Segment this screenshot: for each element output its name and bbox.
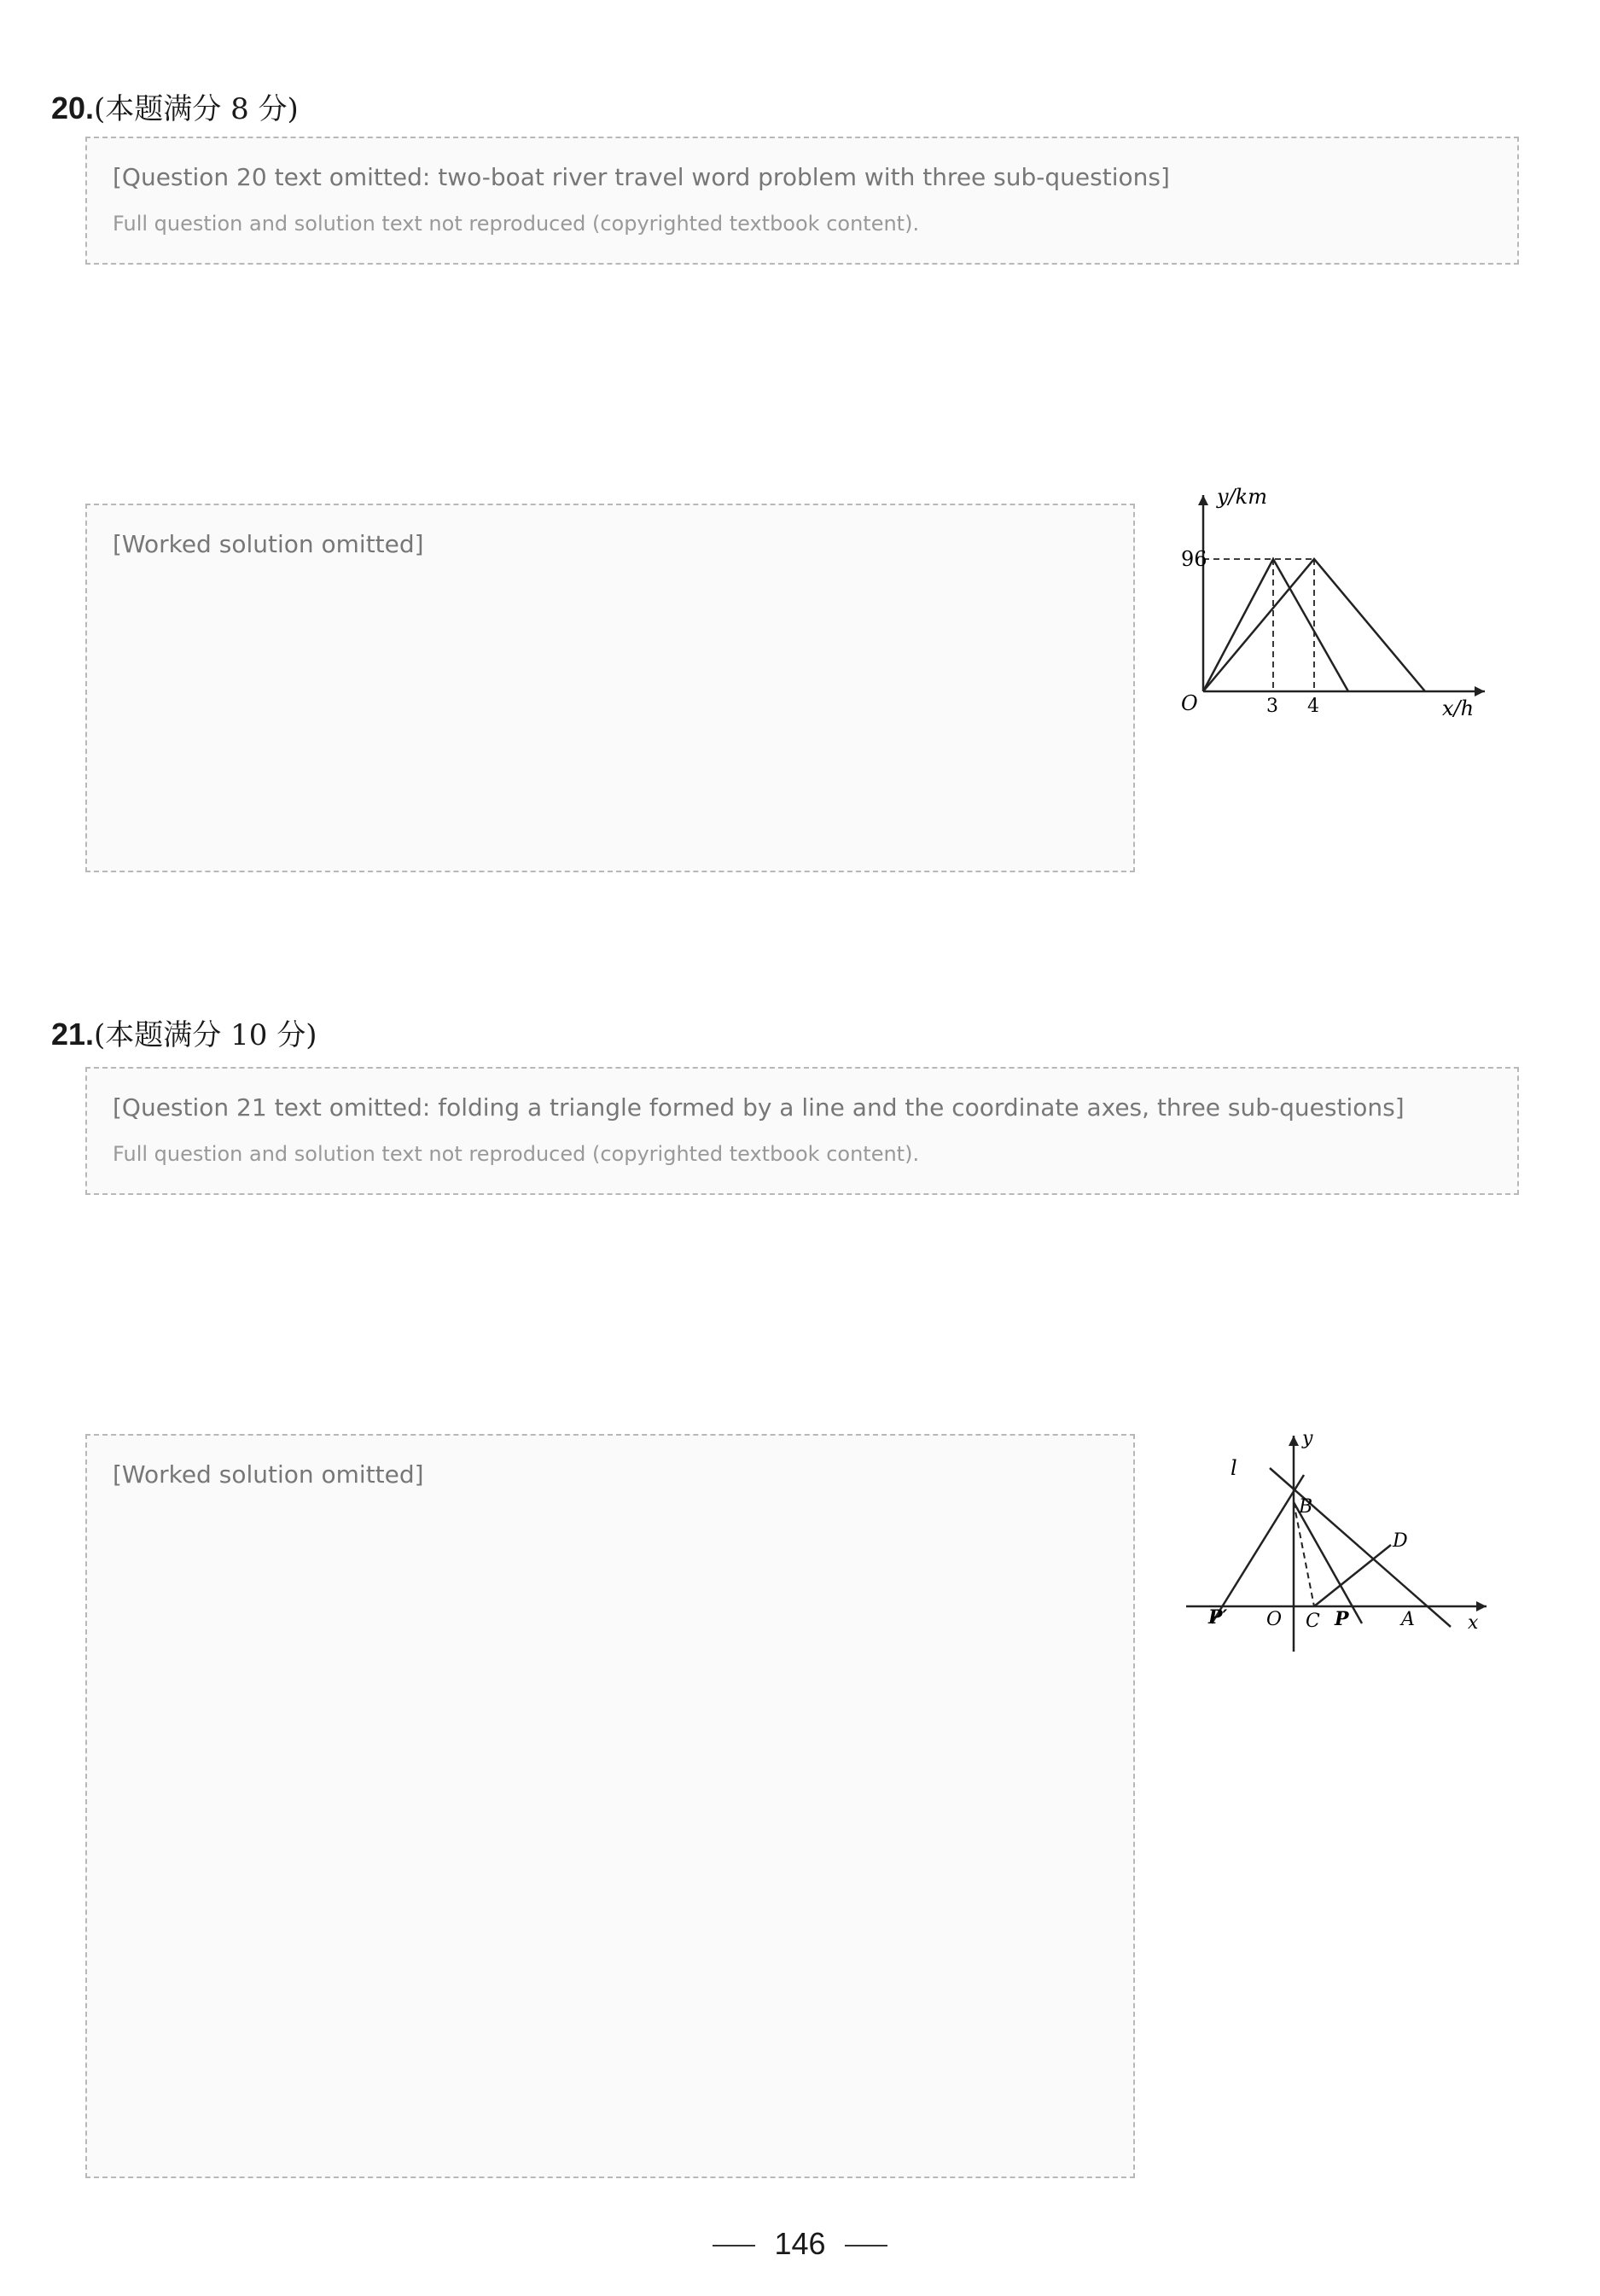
q21-label-x: x (1468, 1612, 1479, 1634)
question-21-score: (本题满分 10 分) (94, 1018, 317, 1052)
q21-label-y: y (1302, 1428, 1313, 1449)
question-21-note: Full question and solution text not reproduced (copyrighted textbook content). (113, 1142, 920, 1166)
question-20-body (85, 137, 1519, 265)
question-21-body (85, 1067, 1519, 1195)
q21-crease-cd (1314, 1545, 1391, 1606)
question-21-solution-summary: [Worked solution omitted] (113, 1460, 424, 1489)
question-20-graph (1169, 478, 1502, 717)
q21-label-d: D (1393, 1530, 1408, 1552)
page-number-dash-left (713, 2245, 755, 2246)
question-20-score: (本题满分 8 分) (94, 92, 299, 126)
question-20-header (51, 85, 299, 127)
q20-y-arrow-icon (1198, 495, 1208, 505)
question-21-graph (1178, 1425, 1502, 1664)
question-21-placeholder (85, 1067, 1519, 1195)
page-number-dash-right (845, 2245, 887, 2246)
question-21-header (51, 1011, 317, 1053)
question-20-summary: [Question 20 text omitted: two-boat river travel word problem with three sub-questions] (113, 163, 1170, 191)
q21-label-c: C (1306, 1611, 1320, 1632)
q21-dash-bc (1294, 1502, 1314, 1606)
q20-x-tick-4: 4 (1307, 696, 1319, 717)
q21-label-p-prime: P′ (1208, 1606, 1228, 1629)
q20-y-label: y/km (1217, 485, 1267, 509)
q21-label-p: P (1335, 1608, 1349, 1630)
question-20-solution (85, 504, 1135, 872)
q21-line-bp-prime (1212, 1475, 1304, 1623)
q20-x-label: x/h (1442, 696, 1475, 717)
q21-x-arrow-icon (1476, 1601, 1487, 1611)
question-20-note: Full question and solution text not reproduced (copyrighted textbook content). (113, 212, 920, 236)
q20-x-tick-3: 3 (1266, 696, 1278, 717)
q21-y-arrow-icon (1289, 1436, 1299, 1446)
question-21-number: 21. (51, 1017, 95, 1052)
question-21-summary: [Question 21 text omitted: folding a triangle formed by a line and the coordinate axes, three sub-questions] (113, 1093, 1405, 1122)
q20-boat-a-line (1203, 559, 1348, 691)
q20-x-arrow-icon (1475, 686, 1485, 696)
question-20-placeholder (85, 137, 1519, 265)
question-21-solution (85, 1434, 1135, 2178)
page-number (0, 2226, 1600, 2262)
q20-y-tick: 96 (1181, 547, 1207, 571)
q21-label-b: B (1299, 1496, 1313, 1518)
question-20-solution-summary: [Worked solution omitted] (113, 530, 424, 558)
q21-label-o: O (1266, 1609, 1283, 1630)
question-20-solution-placeholder (85, 504, 1135, 872)
page-number-text: 146 (774, 2226, 826, 2261)
q21-line-ab (1270, 1468, 1451, 1627)
question-20-number: 20. (51, 90, 95, 125)
question-21-solution-placeholder (85, 1434, 1135, 2178)
q21-label-a: A (1401, 1609, 1415, 1630)
q20-origin: O (1181, 691, 1198, 715)
q21-label-l: l (1231, 1456, 1237, 1480)
